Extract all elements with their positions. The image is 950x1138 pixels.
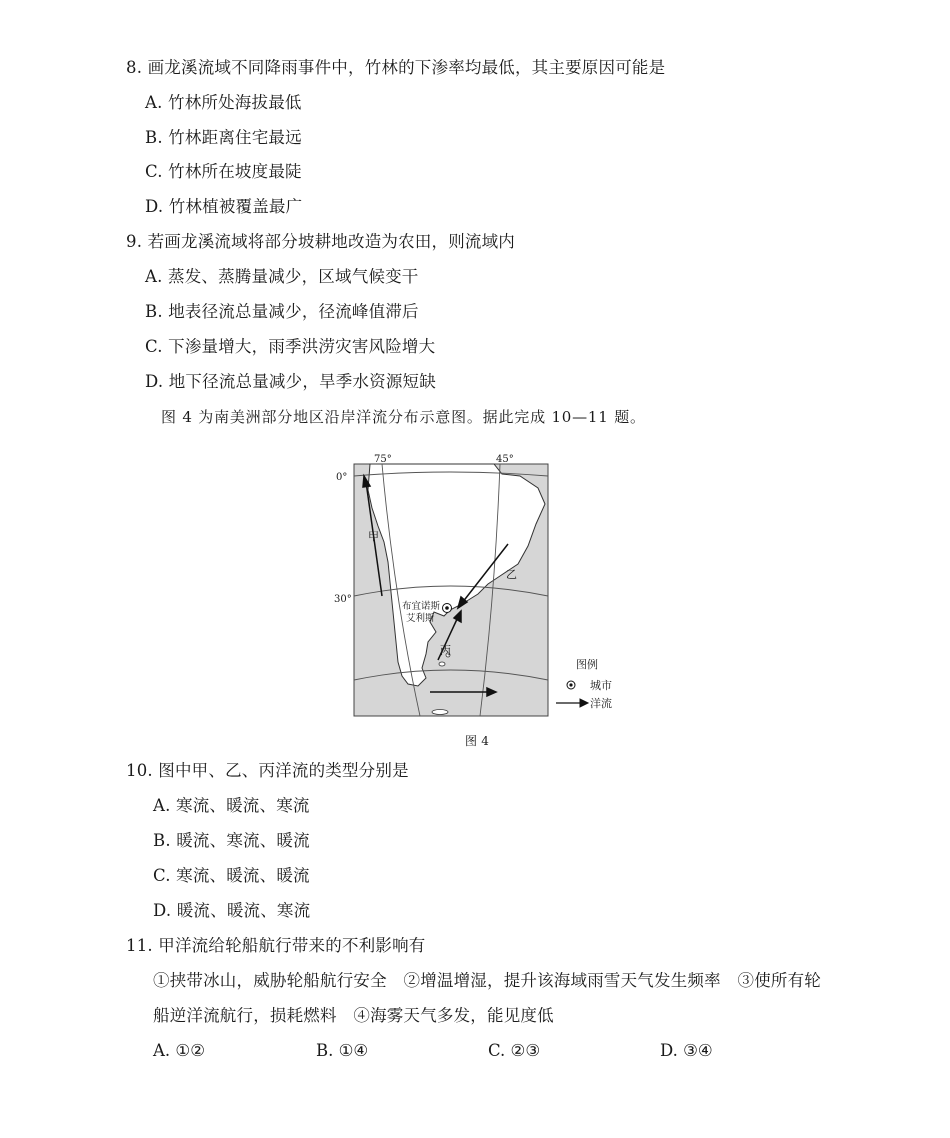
city-label-line1: 布宜诺斯	[402, 601, 441, 612]
question-9-stem: 9. 若画龙溪流域将部分坡耕地改造为农田，则流域内	[126, 232, 515, 251]
legend-city-label: 城市	[590, 679, 612, 692]
question-9-option-c[interactable]: C. 下渗量增大，雨季洪涝灾害风险增大	[145, 337, 436, 356]
legend-current-icon	[556, 699, 588, 707]
question-11-stem: 11. 甲洋流给轮船航行带来的不利影响有	[126, 936, 426, 955]
longitude-label-75: 75°	[374, 454, 392, 465]
question-10-option-a[interactable]: A. 寒流、暖流、寒流	[153, 796, 310, 815]
legend-current-label: 洋流	[590, 697, 612, 710]
question-11-option-b[interactable]: B. ①④	[316, 1041, 369, 1060]
current-label-bing: 丙	[440, 644, 451, 657]
question-10-option-b[interactable]: B. 暖流、寒流、暖流	[153, 831, 310, 850]
question-10-option-c[interactable]: C. 寒流、暖流、暖流	[153, 866, 310, 885]
island	[432, 710, 448, 715]
question-8-stem: 8. 画龙溪流域不同降雨事件中，竹林的下渗率均最低，其主要原因可能是	[126, 58, 666, 77]
question-10-option-d[interactable]: D. 暖流、暖流、寒流	[153, 901, 311, 920]
figure-intro: 图 4 为南美洲部分地区沿岸洋流分布示意图。据此完成 10—11 题。	[161, 408, 646, 426]
longitude-label-45: 45°	[496, 454, 514, 465]
south-america-current-map	[330, 446, 620, 726]
legend-title: 图例	[576, 658, 598, 671]
city-label-line2: 艾利斯	[406, 613, 435, 624]
question-9-option-a[interactable]: A. 蒸发、蒸腾量减少，区域气候变干	[145, 267, 419, 286]
city-marker-buenos-aires	[443, 604, 452, 613]
latitude-label-30: 30°	[334, 594, 352, 605]
question-11-statements-line2: 船逆洋流航行，损耗燃料 ④海雾天气多发，能见度低	[153, 1006, 554, 1025]
question-11-option-d[interactable]: D. ③④	[660, 1041, 713, 1060]
figure-caption: 图 4	[465, 734, 490, 748]
question-8-option-d[interactable]: D. 竹林植被覆盖最广	[145, 197, 303, 216]
current-label-jia: 甲	[368, 530, 379, 543]
question-9-option-d[interactable]: D. 地下径流总量减少，旱季水资源短缺	[145, 372, 436, 391]
latitude-label-0: 0°	[336, 472, 348, 483]
question-11-option-c[interactable]: C. ②③	[488, 1041, 541, 1060]
question-8-option-a[interactable]: A. 竹林所处海拔最低	[145, 93, 302, 112]
island	[439, 662, 445, 666]
question-8-option-c[interactable]: C. 竹林所在坡度最陡	[145, 162, 302, 181]
question-9-option-b[interactable]: B. 地表径流总量减少，径流峰值滞后	[145, 302, 419, 321]
question-8-option-b[interactable]: B. 竹林距离住宅最远	[145, 128, 302, 147]
current-label-yi: 乙	[506, 568, 517, 581]
question-11-option-a[interactable]: A. ①②	[153, 1041, 205, 1060]
question-10-stem: 10. 图中甲、乙、丙洋流的类型分别是	[126, 761, 409, 780]
question-11-statements-line1: ①挟带冰山，威胁轮船航行安全 ②增温增湿，提升该海域雨雪天气发生频率 ③使所有轮	[153, 971, 821, 990]
legend-city-icon	[567, 681, 575, 689]
